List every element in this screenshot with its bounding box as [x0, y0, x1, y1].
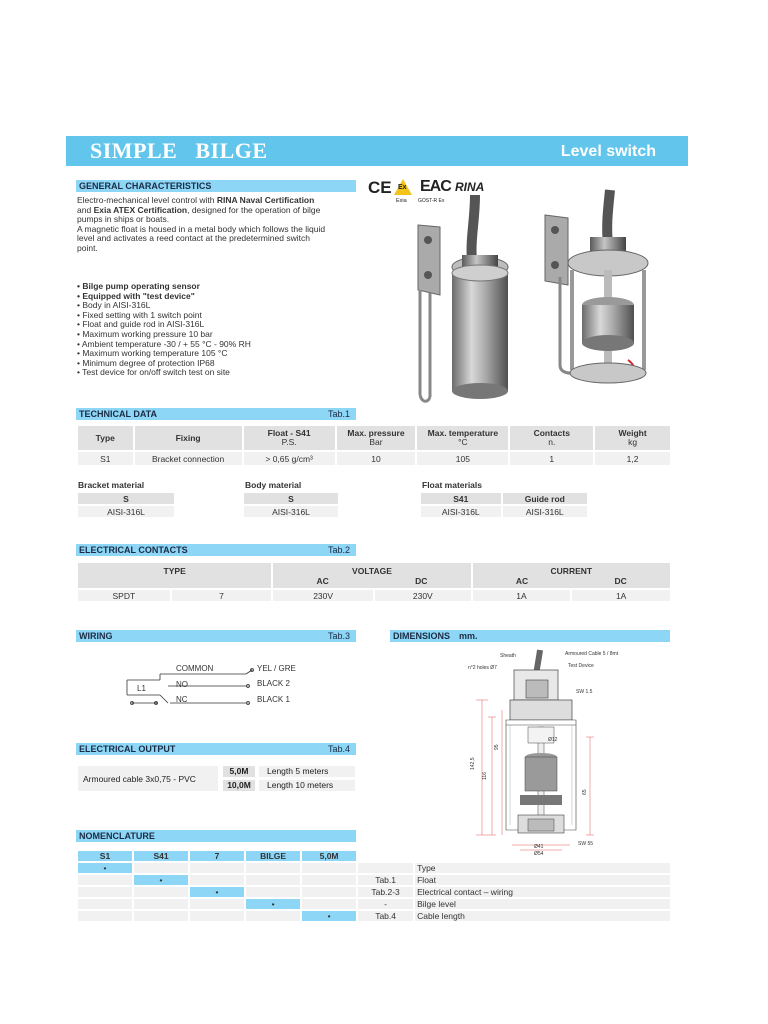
float-materials-title: Float materials [422, 480, 482, 490]
svg-text:n°2 holes Ø7: n°2 holes Ø7 [468, 665, 497, 671]
general-description: Electro-mechanical level control with RINA Naval Certification and Exia ATEX Certification, designed for the operation of bilge pumps in ships or boats. A magnetic float is housed in a metal body which follows the liquid level and activates a reed contact at the predetermined switch point. [77, 195, 326, 253]
product-name: SIMPLE BILGE [90, 138, 268, 163]
dimension-drawing [440, 645, 640, 860]
bracket-material-table: S AISI-316L [76, 491, 176, 519]
table-cell: 1,2 [595, 452, 670, 465]
rina-logo: RINA [455, 180, 485, 194]
dimensions-header: DIMENSIONS mm. [390, 630, 670, 642]
table-cell: 1 [510, 452, 593, 465]
table-cell: 10 [337, 452, 416, 465]
body-material-table: S AISI-316L [242, 491, 340, 519]
table-cell: 105 [417, 452, 508, 465]
bracket-material-title: Bracket material [78, 480, 145, 490]
ce-mark-icon: CE [368, 178, 392, 197]
svg-text:SW 55: SW 55 [578, 841, 594, 847]
svg-text:Ø54: Ø54 [534, 851, 544, 857]
product-photos [400, 185, 660, 405]
switch-closed-photo [418, 195, 508, 401]
svg-text:SW 1.5: SW 1.5 [576, 689, 593, 695]
svg-text:Ø12: Ø12 [548, 737, 558, 743]
svg-text:116: 116 [482, 772, 488, 780]
float-materials-table: S41 Guide rod AISI-316L AISI-316L [419, 491, 589, 519]
product-category: Level switch [560, 143, 656, 160]
table-cell: > 0,65 g/cm³ [244, 452, 335, 465]
svg-text:Ø41: Ø41 [534, 844, 544, 850]
svg-text:142,5: 142,5 [470, 757, 476, 770]
general-characteristics-header: GENERAL CHARACTERISTICS [76, 180, 356, 192]
table-cell: S1 [78, 452, 133, 465]
svg-text:95: 95 [494, 744, 500, 750]
table-cell: Bracket connection [135, 452, 242, 465]
nomenclature-table: S1 S41 7 BILGE 5,0M • Type • Tab.1 Float • Tab.2-3 Electrical contact – wiring • - Bilge level • Tab.4 Cable length [76, 849, 672, 923]
nomenclature-header: NOMENCLATURE [76, 830, 356, 842]
wiring-header: WIRING Tab.3 [76, 630, 356, 642]
title-banner [66, 136, 688, 166]
svg-text:Armoured Cable 5 / 8mt: Armoured Cable 5 / 8mt [565, 651, 619, 657]
svg-text:Test Device: Test Device [568, 663, 594, 669]
cable-type-cell: Armoured cable 3x0,75 - PVC [78, 766, 218, 791]
technical-data-header: TECHNICAL DATA Tab.1 [76, 408, 356, 420]
electrical-contacts-header: ELECTRICAL CONTACTS Tab.2 [76, 544, 356, 556]
svg-text:Sheath: Sheath [500, 653, 516, 659]
feature-list: • Bilge pump operating sensor • Equipped with "test device" • Body in AISI-316L • Fixed setting with 1 switch point • Float and guide rod in AISI-316L • Maximum working pressure 10 bar • Ambient temperature -30 / + 55 °C - 90% RH • Maximum working temperature 105 °C • Minimum degree of protection IP68 • Test device for on/off switch test on site [77, 281, 251, 378]
eac-mark-icon: EAC [420, 178, 451, 195]
technical-data-table: Type Fixing Float - S41 P.S. Max. pressure Bar Max. temperature °C Contacts n. Weight kg S1 Bracket connection > 0,65 g/cm³ 10 105 1 1,2 [76, 424, 672, 467]
electrical-contacts-table: TYPE VOLTAGE AC DC CURRENT AC DC SPDT 7 230V 230V 1A 1A [76, 561, 672, 603]
svg-text:65: 65 [582, 789, 588, 795]
certification-logos: CE Ex Exia EAC GOST-R Ex RINA [368, 178, 485, 204]
switch-open-photo [545, 190, 648, 383]
electrical-output-header: ELECTRICAL OUTPUT Tab.4 [76, 743, 356, 755]
body-material-title: Body material [245, 480, 302, 490]
